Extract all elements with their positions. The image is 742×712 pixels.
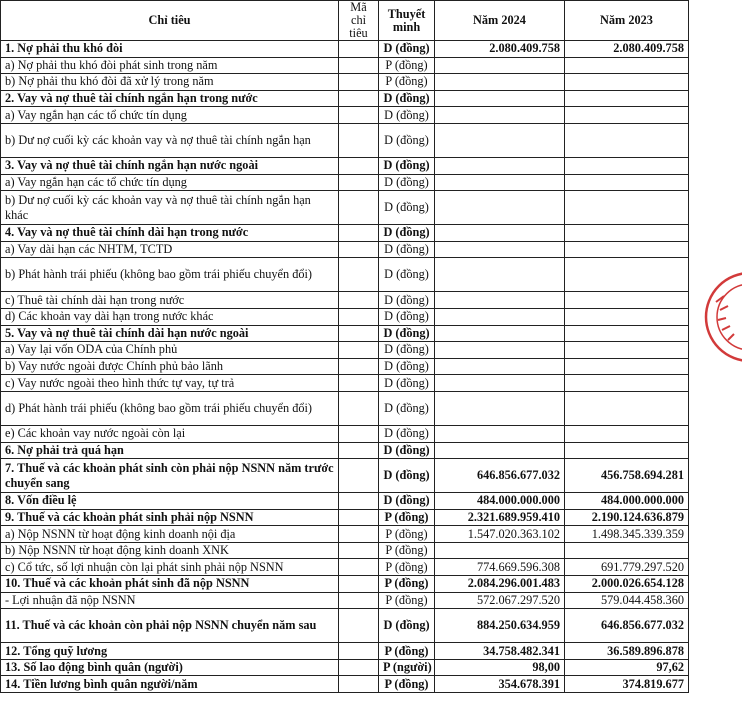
table-row	[1, 559, 689, 576]
row-value-2024: 2.084.296.001.483	[435, 576, 565, 593]
header-ma-chi-tieu: Mã chỉ tiêu	[339, 1, 379, 41]
table-row	[1, 41, 689, 58]
row-unit: D (đồng)	[379, 174, 435, 191]
row-value-2023: 579.044.458.360	[565, 592, 689, 609]
row-code	[339, 157, 379, 174]
row-unit: D (đồng)	[379, 308, 435, 325]
row-label: e) Các khoản vay nước ngoài còn lại	[1, 425, 339, 442]
table-row	[1, 342, 689, 359]
row-label: c) Vay nước ngoài theo hình thức tự vay, tự trả	[1, 375, 339, 392]
row-value-2023: 36.589.896.878	[565, 643, 689, 660]
row-value-2023	[565, 174, 689, 191]
table-row	[1, 308, 689, 325]
table-row	[1, 493, 689, 510]
table-header-row	[1, 1, 689, 41]
row-value-2024	[435, 258, 565, 292]
row-label: b) Phát hành trái phiếu (không bao gồm trái phiếu chuyển đổi)	[1, 258, 339, 292]
row-value-2023	[565, 123, 689, 157]
row-value-2023: 374.819.677	[565, 676, 689, 693]
row-unit: D (đồng)	[379, 191, 435, 225]
table-row	[1, 174, 689, 191]
row-code	[339, 90, 379, 107]
header-chi-tieu: Chỉ tiêu	[1, 1, 339, 41]
row-unit: P (đồng)	[379, 74, 435, 91]
row-unit: D (đồng)	[379, 391, 435, 425]
row-code	[339, 391, 379, 425]
row-value-2024	[435, 442, 565, 459]
row-code	[339, 659, 379, 676]
row-code	[339, 325, 379, 342]
table-row	[1, 509, 689, 526]
table-row	[1, 526, 689, 543]
row-value-2024	[435, 308, 565, 325]
row-label: 10. Thuế và các khoản phát sinh đã nộp NSNN	[1, 576, 339, 593]
row-value-2023: 646.856.677.032	[565, 609, 689, 643]
row-value-2023: 2.190.124.636.879	[565, 509, 689, 526]
row-unit: D (đồng)	[379, 107, 435, 124]
row-code	[339, 74, 379, 91]
row-value-2023	[565, 107, 689, 124]
row-value-2023	[565, 442, 689, 459]
row-value-2023: 456.758.694.281	[565, 459, 689, 493]
row-value-2023	[565, 74, 689, 91]
row-value-2023	[565, 358, 689, 375]
row-unit: P (đồng)	[379, 57, 435, 74]
row-unit: D (đồng)	[379, 90, 435, 107]
row-code	[339, 107, 379, 124]
row-label: 2. Vay và nợ thuê tài chính ngắn hạn trong nước	[1, 90, 339, 107]
row-label: b) Nợ phải thu khó đòi đã xử lý trong năm	[1, 74, 339, 91]
row-unit: P (đồng)	[379, 542, 435, 559]
row-code	[339, 41, 379, 58]
row-label: 9. Thuế và các khoản phát sinh phải nộp NSNN	[1, 509, 339, 526]
table-row	[1, 107, 689, 124]
row-value-2024	[435, 225, 565, 242]
row-code	[339, 442, 379, 459]
table-row	[1, 74, 689, 91]
row-label: d) Các khoản vay dài hạn trong nước khác	[1, 308, 339, 325]
row-value-2024	[435, 292, 565, 309]
row-label: b) Nộp NSNN từ hoạt động kinh doanh XNK	[1, 542, 339, 559]
table-row	[1, 459, 689, 493]
row-value-2023: 2.080.409.758	[565, 41, 689, 58]
row-value-2023	[565, 308, 689, 325]
row-code	[339, 526, 379, 543]
row-unit: D (đồng)	[379, 292, 435, 309]
table-body	[1, 41, 689, 693]
row-label: a) Vay dài hạn các NHTM, TCTD	[1, 241, 339, 258]
row-value-2024	[435, 425, 565, 442]
table-row	[1, 292, 689, 309]
row-label: a) Nộp NSNN từ hoạt động kinh doanh nội địa	[1, 526, 339, 543]
row-value-2024	[435, 325, 565, 342]
row-label: b) Vay nước ngoài được Chính phủ bảo lãnh	[1, 358, 339, 375]
row-code	[339, 174, 379, 191]
table-row	[1, 609, 689, 643]
row-code	[339, 225, 379, 242]
table-row	[1, 191, 689, 225]
row-unit: P (đồng)	[379, 509, 435, 526]
row-code	[339, 542, 379, 559]
table-row	[1, 643, 689, 660]
row-code	[339, 308, 379, 325]
row-unit: P (đồng)	[379, 576, 435, 593]
table-row	[1, 358, 689, 375]
row-value-2023: 691.779.297.520	[565, 559, 689, 576]
row-unit: P (đồng)	[379, 592, 435, 609]
row-value-2024	[435, 391, 565, 425]
table-row	[1, 57, 689, 74]
company-seal-icon	[702, 262, 742, 372]
row-code	[339, 559, 379, 576]
row-value-2023	[565, 325, 689, 342]
table-row	[1, 241, 689, 258]
row-value-2024: 2.321.689.959.410	[435, 509, 565, 526]
row-label: 6. Nợ phải trả quá hạn	[1, 442, 339, 459]
table-row	[1, 391, 689, 425]
row-label: 12. Tổng quỹ lương	[1, 643, 339, 660]
row-value-2024: 774.669.596.308	[435, 559, 565, 576]
row-label: 14. Tiền lương bình quân người/năm	[1, 676, 339, 693]
header-nam-2023: Năm 2023	[565, 1, 689, 41]
row-code	[339, 241, 379, 258]
row-value-2023	[565, 157, 689, 174]
row-code	[339, 358, 379, 375]
row-unit: D (đồng)	[379, 358, 435, 375]
row-label: a) Nợ phải thu khó đòi phát sinh trong năm	[1, 57, 339, 74]
row-value-2024	[435, 90, 565, 107]
row-value-2023	[565, 57, 689, 74]
row-code	[339, 509, 379, 526]
row-label: a) Vay lại vốn ODA của Chính phủ	[1, 342, 339, 359]
row-label: a) Vay ngắn hạn các tổ chức tín dụng	[1, 174, 339, 191]
table-row	[1, 375, 689, 392]
row-value-2024	[435, 157, 565, 174]
row-label: 11. Thuế và các khoản còn phải nộp NSNN chuyển năm sau	[1, 609, 339, 643]
row-code	[339, 676, 379, 693]
row-unit: D (đồng)	[379, 459, 435, 493]
table-row	[1, 258, 689, 292]
row-unit: D (đồng)	[379, 258, 435, 292]
row-unit: D (đồng)	[379, 241, 435, 258]
row-unit: D (đồng)	[379, 425, 435, 442]
row-value-2024	[435, 107, 565, 124]
row-label: c) Thuê tài chính dài hạn trong nước	[1, 292, 339, 309]
row-value-2023: 1.498.345.339.359	[565, 526, 689, 543]
row-value-2024: 354.678.391	[435, 676, 565, 693]
row-label: 8. Vốn điều lệ	[1, 493, 339, 510]
row-unit: D (đồng)	[379, 157, 435, 174]
row-value-2023	[565, 90, 689, 107]
row-value-2024: 572.067.297.520	[435, 592, 565, 609]
row-label: - Lợi nhuận đã nộp NSNN	[1, 592, 339, 609]
header-thuyet-minh: Thuyết minh	[379, 1, 435, 41]
row-label: a) Vay ngắn hạn các tổ chức tín dụng	[1, 107, 339, 124]
row-value-2024	[435, 375, 565, 392]
row-value-2023	[565, 542, 689, 559]
table-row	[1, 123, 689, 157]
row-value-2024	[435, 57, 565, 74]
row-code	[339, 643, 379, 660]
row-value-2024: 98,00	[435, 659, 565, 676]
row-value-2023: 484.000.000.000	[565, 493, 689, 510]
table-row	[1, 442, 689, 459]
row-value-2023	[565, 191, 689, 225]
table-row	[1, 659, 689, 676]
header-nam-2024: Năm 2024	[435, 1, 565, 41]
row-code	[339, 592, 379, 609]
row-value-2024	[435, 191, 565, 225]
row-code	[339, 191, 379, 225]
row-code	[339, 459, 379, 493]
row-unit: D (đồng)	[379, 41, 435, 58]
row-code	[339, 292, 379, 309]
row-value-2023	[565, 258, 689, 292]
table-row	[1, 542, 689, 559]
row-value-2024: 484.000.000.000	[435, 493, 565, 510]
row-unit: D (đồng)	[379, 123, 435, 157]
row-code	[339, 375, 379, 392]
row-label: b) Dư nợ cuối kỳ các khoản vay và nợ thuê tài chính ngắn hạn khác	[1, 191, 339, 225]
table-row	[1, 592, 689, 609]
row-unit: D (đồng)	[379, 442, 435, 459]
table-row	[1, 676, 689, 693]
row-code	[339, 425, 379, 442]
row-unit: P (đồng)	[379, 526, 435, 543]
row-value-2023	[565, 375, 689, 392]
row-value-2024: 34.758.482.341	[435, 643, 565, 660]
row-value-2024	[435, 123, 565, 157]
row-unit: P (đồng)	[379, 643, 435, 660]
row-value-2024: 1.547.020.363.102	[435, 526, 565, 543]
row-unit: P (đồng)	[379, 559, 435, 576]
row-label: 13. Số lao động bình quân (người)	[1, 659, 339, 676]
row-label: 4. Vay và nợ thuê tài chính dài hạn trong nước	[1, 225, 339, 242]
row-unit: D (đồng)	[379, 375, 435, 392]
row-value-2024	[435, 542, 565, 559]
row-value-2024	[435, 342, 565, 359]
row-value-2024	[435, 241, 565, 258]
table-row	[1, 425, 689, 442]
row-value-2023	[565, 342, 689, 359]
table-row	[1, 157, 689, 174]
table-row	[1, 325, 689, 342]
row-label: b) Dư nợ cuối kỳ các khoản vay và nợ thuê tài chính ngắn hạn	[1, 123, 339, 157]
row-label: 1. Nợ phải thu khó đòi	[1, 41, 339, 58]
row-value-2023	[565, 292, 689, 309]
row-label: 7. Thuế và các khoản phát sinh còn phải nộp NSNN năm trước chuyển sang	[1, 459, 339, 493]
row-code	[339, 609, 379, 643]
row-unit: D (đồng)	[379, 493, 435, 510]
row-code	[339, 57, 379, 74]
row-label: d) Phát hành trái phiếu (không bao gồm trái phiếu chuyển đổi)	[1, 391, 339, 425]
row-value-2024: 646.856.677.032	[435, 459, 565, 493]
row-value-2023: 97,62	[565, 659, 689, 676]
table-row	[1, 576, 689, 593]
row-value-2024: 884.250.634.959	[435, 609, 565, 643]
row-code	[339, 258, 379, 292]
row-value-2023	[565, 391, 689, 425]
row-code	[339, 493, 379, 510]
row-unit: P (đồng)	[379, 676, 435, 693]
row-value-2023	[565, 425, 689, 442]
row-unit: D (đồng)	[379, 342, 435, 359]
row-value-2023	[565, 225, 689, 242]
row-unit: D (đồng)	[379, 225, 435, 242]
table-row	[1, 90, 689, 107]
row-label: 5. Vay và nợ thuê tài chính dài hạn nước ngoài	[1, 325, 339, 342]
table-row	[1, 225, 689, 242]
row-code	[339, 342, 379, 359]
row-unit: D (đồng)	[379, 609, 435, 643]
row-value-2024	[435, 74, 565, 91]
row-value-2023	[565, 241, 689, 258]
row-label: 3. Vay và nợ thuê tài chính ngắn hạn nước ngoài	[1, 157, 339, 174]
row-value-2024	[435, 358, 565, 375]
row-unit: D (đồng)	[379, 325, 435, 342]
row-value-2024: 2.080.409.758	[435, 41, 565, 58]
row-value-2024	[435, 174, 565, 191]
row-value-2023: 2.000.026.654.128	[565, 576, 689, 593]
row-unit: P (người)	[379, 659, 435, 676]
row-label: c) Cổ tức, số lợi nhuận còn lại phát sinh phải nộp NSNN	[1, 559, 339, 576]
row-code	[339, 123, 379, 157]
row-code	[339, 576, 379, 593]
